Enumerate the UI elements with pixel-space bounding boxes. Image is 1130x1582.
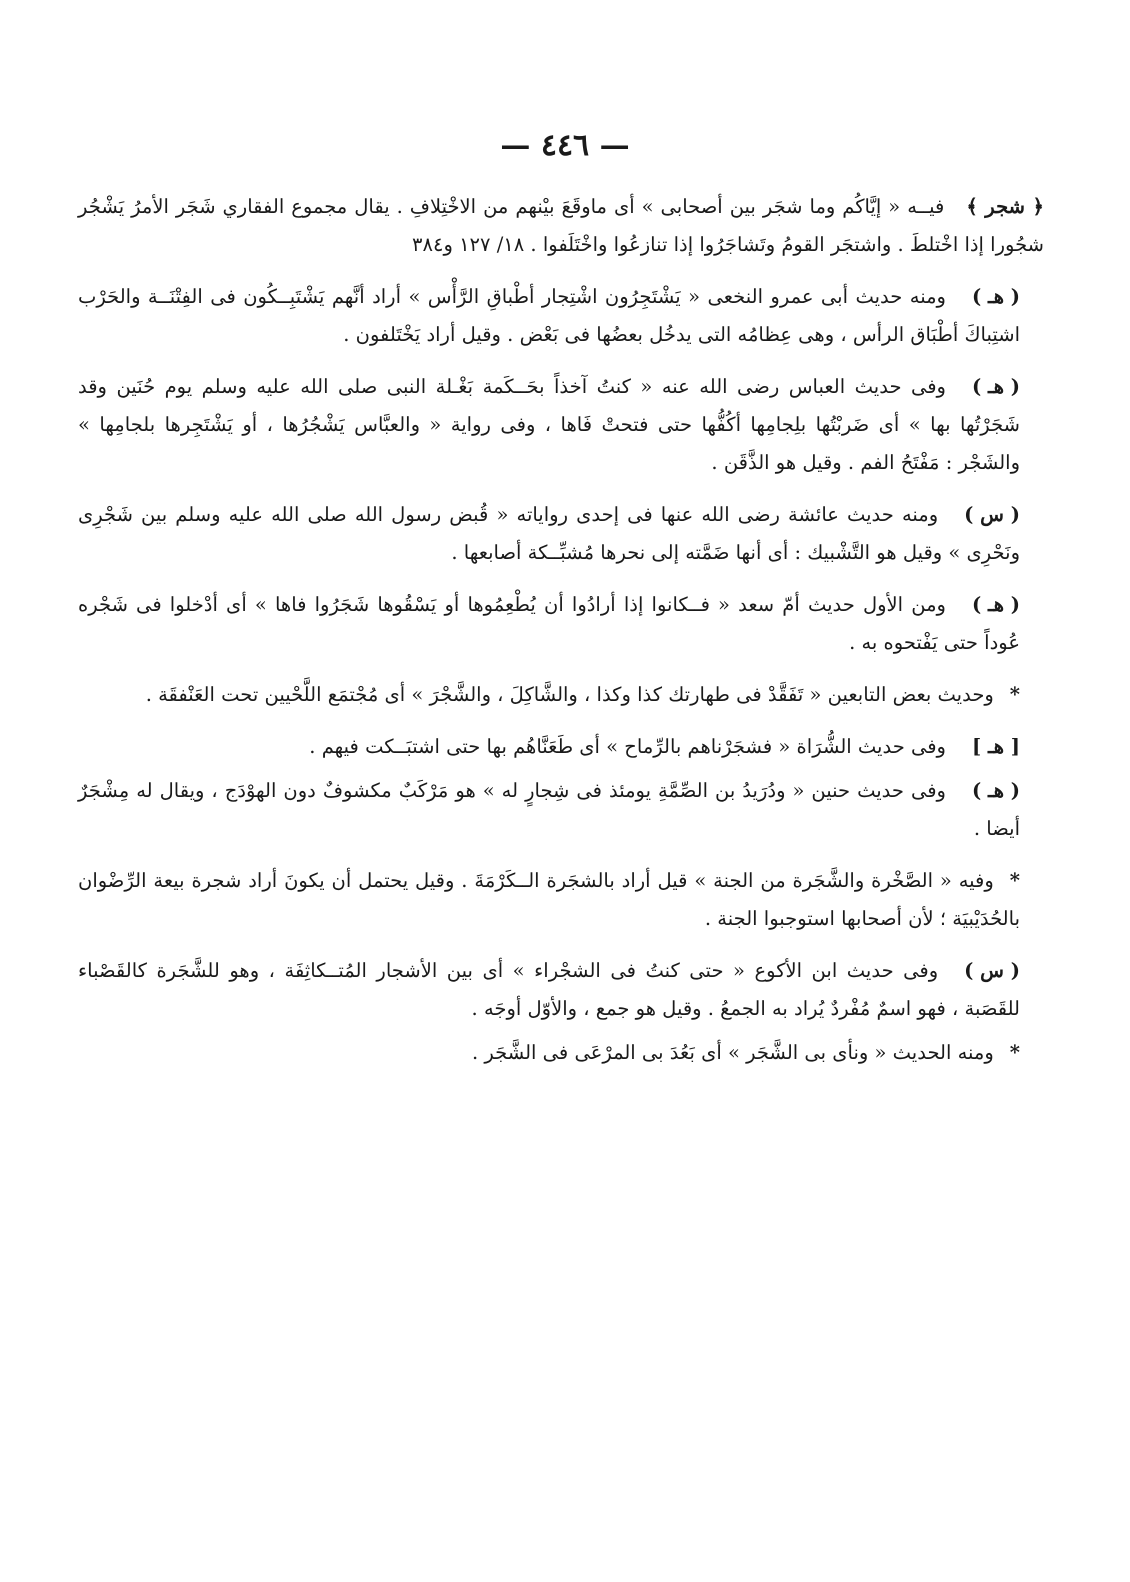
- entry-tabiin: [78, 676, 1044, 714]
- entry-text: وفى حديث حنين « ودُرَيدُ بن الصِّمَّةِ يومئذ فى شِجارٍ له » هو مَرْكَبٌ مكشوفٌ دون الهوْدَج ، ويقال له مِشْجَرٌ أيضا .: [78, 779, 1020, 840]
- source-marker: ( هـ ): [971, 375, 1020, 398]
- entry-text: ومنه حديث عائشة رضى الله عنها فى إحدى رواياته « قُبض رسول الله صلى الله عليه وسلم بين شَجْرِى ونَحْرِى » وقيل هو التَّشْبيك : أى أنها ضَمَّته إلى نحرها مُشبِّــكة أصابعها .: [78, 503, 1020, 564]
- entry-shurat: [78, 728, 1044, 766]
- entry-text: وحديث بعض التابعين « تَفَقَّدْ فى طهارتك كذا وكذا ، والشَّاكِلَ ، والشَّجْرَ » أى مُجْتمَع اللَّحْيين تحت العَنْفقَة .: [145, 683, 994, 706]
- source-marker: ( هـ ): [971, 779, 1020, 802]
- source-marker: ( هـ ): [971, 285, 1020, 308]
- star-marker: *: [1009, 1041, 1020, 1064]
- star-marker: *: [1009, 869, 1020, 892]
- star-marker: *: [1009, 683, 1020, 706]
- entry-text: فيــه « إيَّاكُم وما شجَر بين أصحابى » أى ماوقَعَ بيْنهم من الاخْتِلافِ . يقال مجموع الفقاري شَجَر الأمرُ يَشْجُر شجُورا إذا اخْتلطَ . واشتجَر القومُ وتَشاجَرُوا إذا تنازعُوا واخْتَلَفوا . ١٨/ ١٢٧ و٣٨٤: [78, 195, 1044, 256]
- entry-hunain: [78, 772, 1044, 848]
- source-marker: [ هـ ]: [971, 735, 1020, 758]
- entry-shajar: [78, 188, 1044, 264]
- entry-text: وفى حديث العباس رضى الله عنه « كنتُ آخذاً بحَــكَمة بَغْـلة النبى صلى الله عليه وسلم يوم حُنَين وقد شَجَرْتُها بها » أى ضَربْتُها بلِجامِها أكُفُّها حتى فتحتْ فَاها ، وفى رواية « والعبَّاس يَشْجُرُها ، أو يَشْتَجِرها بلجامِها » والشَجْر : مَفْتَحُ الفم . وقيل هو الذَّقَن .: [78, 375, 1020, 474]
- headword: ﴿ شجر ﴾: [966, 195, 1044, 218]
- entry-sakhra: [78, 862, 1044, 938]
- entry-akwa: [78, 952, 1044, 1028]
- entry-text: وفى حديث ابن الأكوع « حتى كنتُ فى الشجْراء » أى بين الأشجار المُتــكاثِفَة ، وهو للشَّجَرة كالقَصْباء للقَصَبة ، فهو اسمٌ مُفْردٌ يُراد به الجمعُ . وقيل هو جمع ، والأوّل أوجَه .: [78, 959, 1020, 1020]
- source-marker: ( هـ ): [971, 593, 1020, 616]
- entry-text: ومنه حديث أبى عمرو النخعى « يَشْتَجِرُون اشْتِجار أطْباقِ الرَّأْس » أراد أنَّهم يَشْتَبِــكُون فى الفِتْنَــة والحَرْب اشتِباكَ أطْبَاق الرأس ، وهى عِظامُه التى يدخُل بعضُها فى بَعْض . وقيل أراد يَخْتَلفون .: [78, 285, 1020, 346]
- entry-text: وفى حديث الشُّرَاة « فشجَرْناهم بالرِّماح » أى طَعَنَّاهُم بها حتى اشتبَــكت فيهم .: [309, 735, 946, 758]
- page-number: — ٤٤٦ —: [500, 128, 630, 163]
- dictionary-content: [78, 188, 1044, 1078]
- entry-nakhai: [78, 278, 1044, 354]
- entry-text: ومنه الحديث « ونأى بى الشَّجَر » أى بَعُدَ بى المرْعَى فى الشَّجَر .: [471, 1041, 994, 1064]
- entry-umm-saad: [78, 586, 1044, 662]
- entry-text: وفيه « الصَّخْرة والشَّجَرة من الجنة » قيل أراد بالشجَرة الــكَرْمَةَ . وقيل يحتمل أن يكونَ أراد شجرة بيعة الرِّضْوان بالحُدَيْبيَة ؛ لأن أصحابها استوجبوا الجنة .: [78, 869, 1020, 930]
- entry-text: ومن الأول حديث أمّ سعد « فــكانوا إذا أرادُوا أن يُطْعِمُوها أو يَسْقُوها شَجَرُوا فاها » أى أدْخلوا فى شَجْره عُوداً حتى يَفْتحوه به .: [78, 593, 1020, 654]
- entry-abbas: [78, 368, 1044, 482]
- entry-naa: [78, 1034, 1044, 1072]
- entry-aisha: [78, 496, 1044, 572]
- source-marker: ( س ): [964, 503, 1020, 526]
- source-marker: ( س ): [964, 959, 1020, 982]
